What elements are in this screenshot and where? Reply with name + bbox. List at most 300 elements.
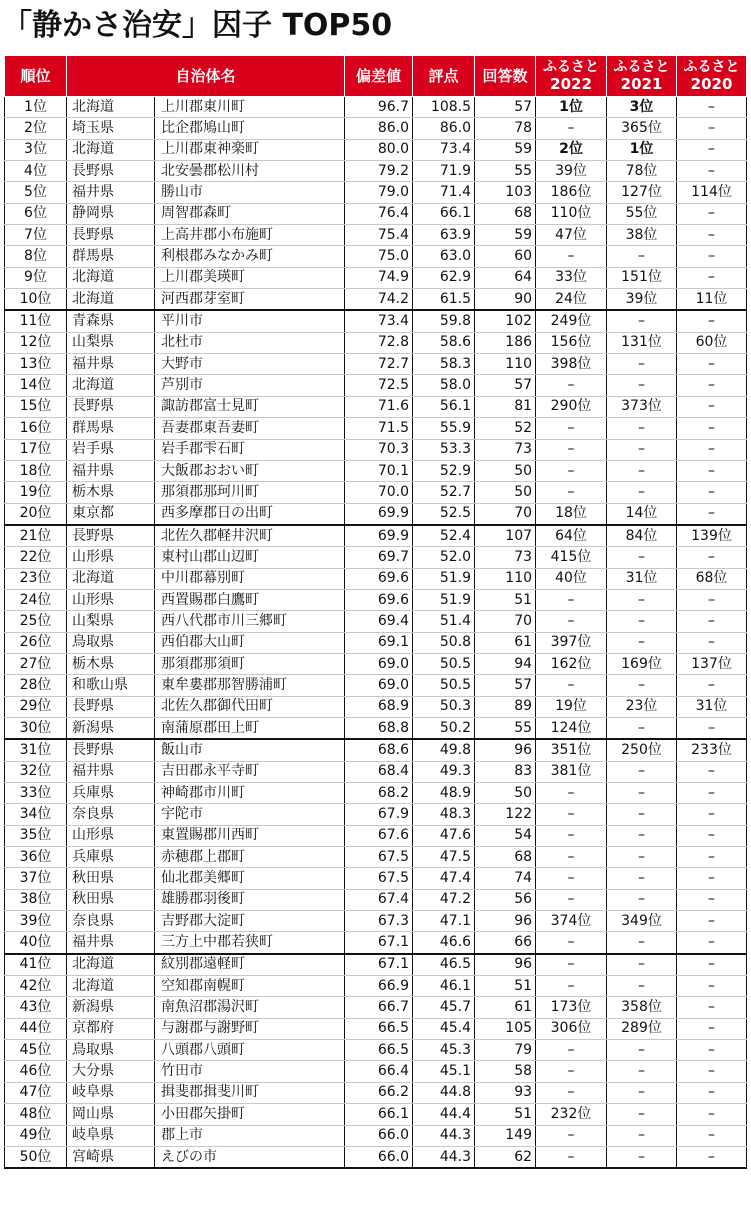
header-2020-label: ふるさと — [683, 59, 740, 75]
row-deviation: 86.0 — [345, 118, 413, 139]
row-responses: 60 — [475, 246, 536, 267]
row-deviation: 67.4 — [345, 889, 413, 910]
row-deviation: 67.9 — [345, 804, 413, 825]
header-rank: 順位 — [5, 56, 67, 97]
table-row — [5, 976, 747, 997]
row-rank: 26位 — [5, 632, 67, 653]
row-rank-2020: – — [677, 354, 747, 375]
row-rank: 9位 — [5, 267, 67, 288]
row-rank: 41位 — [5, 954, 67, 976]
row-rank: 50位 — [5, 1146, 67, 1168]
row-prefecture: 福井県 — [67, 354, 155, 375]
row-rank: 5位 — [5, 182, 67, 203]
row-city: 上高井郡小布施町 — [155, 225, 345, 246]
row-prefecture: 福井県 — [67, 182, 155, 203]
row-responses: 55 — [475, 161, 536, 182]
row-rank: 47位 — [5, 1082, 67, 1103]
row-city: 南魚沼郡湯沢町 — [155, 997, 345, 1018]
table-row — [5, 439, 747, 460]
row-rank-2020: 139位 — [677, 525, 747, 547]
row-rank-2022: – — [536, 825, 607, 846]
row-city: 八頭郡八頭町 — [155, 1040, 345, 1061]
row-rank-2020: – — [677, 267, 747, 288]
row-responses: 70 — [475, 611, 536, 632]
row-score: 47.5 — [413, 847, 475, 868]
row-rank: 16位 — [5, 418, 67, 439]
row-rank-2021: 289位 — [607, 1018, 677, 1039]
row-score: 86.0 — [413, 118, 475, 139]
row-rank-2022: 47位 — [536, 225, 607, 246]
row-rank-2021: – — [607, 1061, 677, 1082]
row-rank-2021: – — [607, 611, 677, 632]
row-prefecture: 新潟県 — [67, 717, 155, 739]
row-rank: 21位 — [5, 525, 67, 547]
row-responses: 61 — [475, 632, 536, 653]
row-city: 東置賜郡川西町 — [155, 825, 345, 846]
row-score: 53.3 — [413, 439, 475, 460]
row-city: 仙北郡美郷町 — [155, 868, 345, 889]
row-rank-2020: – — [677, 911, 747, 932]
row-rank-2021: 349位 — [607, 911, 677, 932]
row-rank-2022: 33位 — [536, 267, 607, 288]
row-score: 56.1 — [413, 396, 475, 417]
row-deviation: 66.1 — [345, 1104, 413, 1125]
row-deviation: 69.4 — [345, 611, 413, 632]
row-rank: 10位 — [5, 289, 67, 311]
row-rank-2020: – — [677, 375, 747, 396]
row-score: 51.9 — [413, 589, 475, 610]
row-responses: 50 — [475, 783, 536, 804]
row-city: 諏訪郡富士見町 — [155, 396, 345, 417]
row-deviation: 68.6 — [345, 739, 413, 761]
row-score: 51.4 — [413, 611, 475, 632]
ranking-table — [4, 55, 747, 1169]
row-rank-2021: 358位 — [607, 997, 677, 1018]
row-rank-2020: – — [677, 118, 747, 139]
row-rank-2022: 2位 — [536, 139, 607, 160]
row-score: 46.6 — [413, 932, 475, 954]
row-score: 50.5 — [413, 653, 475, 674]
row-rank-2020: – — [677, 632, 747, 653]
row-rank-2022: 40位 — [536, 568, 607, 589]
row-responses: 57 — [475, 97, 536, 118]
row-responses: 68 — [475, 203, 536, 224]
row-score: 48.3 — [413, 804, 475, 825]
row-deviation: 75.0 — [345, 246, 413, 267]
row-prefecture: 山形県 — [67, 547, 155, 568]
row-rank: 19位 — [5, 482, 67, 503]
row-rank-2022: 64位 — [536, 525, 607, 547]
row-rank-2021: 55位 — [607, 203, 677, 224]
row-rank-2020: – — [677, 418, 747, 439]
row-rank-2020: – — [677, 761, 747, 782]
row-rank: 28位 — [5, 675, 67, 696]
row-rank: 8位 — [5, 246, 67, 267]
row-score: 49.8 — [413, 739, 475, 761]
row-rank-2022: 162位 — [536, 653, 607, 674]
row-rank-2020: – — [677, 1061, 747, 1082]
row-rank-2020: – — [677, 976, 747, 997]
row-rank-2021: – — [607, 717, 677, 739]
row-rank: 37位 — [5, 868, 67, 889]
row-city: 西多摩郡日の出町 — [155, 503, 345, 525]
row-prefecture: 山梨県 — [67, 332, 155, 353]
row-prefecture: 北海道 — [67, 289, 155, 311]
row-rank-2021: – — [607, 1040, 677, 1061]
table-row — [5, 675, 747, 696]
row-responses: 103 — [475, 182, 536, 203]
row-responses: 74 — [475, 868, 536, 889]
row-rank-2021: – — [607, 804, 677, 825]
row-responses: 66 — [475, 932, 536, 954]
row-rank-2021: – — [607, 976, 677, 997]
row-score: 44.8 — [413, 1082, 475, 1103]
row-rank: 25位 — [5, 611, 67, 632]
row-city: 小田郡矢掛町 — [155, 1104, 345, 1125]
row-responses: 50 — [475, 482, 536, 503]
row-rank-2020: – — [677, 889, 747, 910]
row-rank: 43位 — [5, 997, 67, 1018]
row-score: 52.0 — [413, 547, 475, 568]
row-prefecture: 長野県 — [67, 696, 155, 717]
row-rank-2021: – — [607, 589, 677, 610]
row-rank-2021: – — [607, 954, 677, 976]
table-row — [5, 525, 747, 547]
row-city: 比企郡鳩山町 — [155, 118, 345, 139]
row-deviation: 79.2 — [345, 161, 413, 182]
table-row — [5, 139, 747, 160]
row-responses: 50 — [475, 460, 536, 481]
row-prefecture: 福井県 — [67, 932, 155, 954]
row-rank: 23位 — [5, 568, 67, 589]
table-row — [5, 97, 747, 118]
row-deviation: 69.7 — [345, 547, 413, 568]
row-rank-2021: 84位 — [607, 525, 677, 547]
row-deviation: 67.3 — [345, 911, 413, 932]
row-city: 東村山郡山辺町 — [155, 547, 345, 568]
row-score: 71.4 — [413, 182, 475, 203]
row-responses: 57 — [475, 375, 536, 396]
row-rank-2021: – — [607, 783, 677, 804]
row-city: 中川郡幕別町 — [155, 568, 345, 589]
row-city: 西伯郡大山町 — [155, 632, 345, 653]
row-city: 竹田市 — [155, 1061, 345, 1082]
row-rank-2020: – — [677, 503, 747, 525]
row-responses: 78 — [475, 118, 536, 139]
row-deviation: 69.9 — [345, 525, 413, 547]
row-prefecture: 奈良県 — [67, 804, 155, 825]
row-deviation: 66.9 — [345, 976, 413, 997]
header-responses: 回答数 — [475, 56, 536, 97]
row-score: 50.8 — [413, 632, 475, 653]
table-row — [5, 954, 747, 976]
row-city: 東牟婁郡那智勝浦町 — [155, 675, 345, 696]
row-score: 58.0 — [413, 375, 475, 396]
row-rank-2022: – — [536, 783, 607, 804]
row-score: 52.7 — [413, 482, 475, 503]
row-deviation: 74.2 — [345, 289, 413, 311]
row-rank: 12位 — [5, 332, 67, 353]
table-row — [5, 332, 747, 353]
row-rank-2022: 232位 — [536, 1104, 607, 1125]
row-responses: 186 — [475, 332, 536, 353]
row-rank-2022: 18位 — [536, 503, 607, 525]
row-score: 52.9 — [413, 460, 475, 481]
row-rank-2022: – — [536, 375, 607, 396]
row-prefecture: 岐阜県 — [67, 1125, 155, 1146]
row-rank-2021: – — [607, 482, 677, 503]
row-rank: 15位 — [5, 396, 67, 417]
row-rank-2020: – — [677, 139, 747, 160]
header-2022-label: ふるさと — [543, 59, 600, 75]
row-rank-2020: – — [677, 675, 747, 696]
row-score: 44.3 — [413, 1125, 475, 1146]
row-prefecture: 長野県 — [67, 161, 155, 182]
row-city: 北佐久郡御代田町 — [155, 696, 345, 717]
row-rank: 39位 — [5, 911, 67, 932]
row-prefecture: 山形県 — [67, 589, 155, 610]
row-responses: 102 — [475, 310, 536, 332]
row-rank-2022: – — [536, 589, 607, 610]
row-score: 108.5 — [413, 97, 475, 118]
row-rank: 4位 — [5, 161, 67, 182]
row-city: 芦別市 — [155, 375, 345, 396]
row-rank-2020: 31位 — [677, 696, 747, 717]
header-city: 自治体名 — [67, 56, 345, 97]
table-row — [5, 375, 747, 396]
row-responses: 89 — [475, 696, 536, 717]
row-responses: 70 — [475, 503, 536, 525]
row-rank-2022: – — [536, 932, 607, 954]
row-deviation: 66.0 — [345, 1125, 413, 1146]
row-rank-2022: 374位 — [536, 911, 607, 932]
row-prefecture: 北海道 — [67, 954, 155, 976]
row-score: 47.6 — [413, 825, 475, 846]
row-rank-2021: – — [607, 418, 677, 439]
row-city: 南蒲原郡田上町 — [155, 717, 345, 739]
row-responses: 51 — [475, 1104, 536, 1125]
row-rank: 30位 — [5, 717, 67, 739]
row-rank-2020: – — [677, 225, 747, 246]
row-deviation: 76.4 — [345, 203, 413, 224]
row-deviation: 68.2 — [345, 783, 413, 804]
row-responses: 51 — [475, 589, 536, 610]
row-rank-2022: – — [536, 889, 607, 910]
header-score: 評点 — [413, 56, 475, 97]
row-prefecture: 秋田県 — [67, 868, 155, 889]
row-responses: 90 — [475, 289, 536, 311]
row-rank-2020: – — [677, 932, 747, 954]
row-rank-2020: – — [677, 310, 747, 332]
table-row — [5, 932, 747, 954]
row-rank: 6位 — [5, 203, 67, 224]
row-rank-2022: – — [536, 482, 607, 503]
table-row — [5, 589, 747, 610]
row-rank-2020: – — [677, 439, 747, 460]
row-score: 66.1 — [413, 203, 475, 224]
row-deviation: 75.4 — [345, 225, 413, 246]
row-rank: 27位 — [5, 653, 67, 674]
row-rank-2021: 78位 — [607, 161, 677, 182]
row-rank-2022: 1位 — [536, 97, 607, 118]
table-row — [5, 354, 747, 375]
row-rank: 18位 — [5, 460, 67, 481]
table-row — [5, 310, 747, 332]
row-rank-2022: 397位 — [536, 632, 607, 653]
row-rank-2020: – — [677, 804, 747, 825]
row-city: 那須郡那須町 — [155, 653, 345, 674]
table-row — [5, 889, 747, 910]
row-score: 50.3 — [413, 696, 475, 717]
row-score: 58.6 — [413, 332, 475, 353]
row-rank: 40位 — [5, 932, 67, 954]
row-city: 西置賜郡白鷹町 — [155, 589, 345, 610]
row-responses: 105 — [475, 1018, 536, 1039]
row-responses: 83 — [475, 761, 536, 782]
row-deviation: 69.9 — [345, 503, 413, 525]
row-rank: 17位 — [5, 439, 67, 460]
row-rank-2022: – — [536, 976, 607, 997]
row-rank: 22位 — [5, 547, 67, 568]
header-2021-label: ふるさと — [613, 59, 670, 75]
row-responses: 107 — [475, 525, 536, 547]
row-prefecture: 東京都 — [67, 503, 155, 525]
row-prefecture: 北海道 — [67, 568, 155, 589]
row-rank-2022: 249位 — [536, 310, 607, 332]
row-prefecture: 岐阜県 — [67, 1082, 155, 1103]
row-city: 吾妻郡東吾妻町 — [155, 418, 345, 439]
table-row — [5, 503, 747, 525]
table-row — [5, 225, 747, 246]
row-deviation: 66.2 — [345, 1082, 413, 1103]
row-rank-2022: 290位 — [536, 396, 607, 417]
row-prefecture: 兵庫県 — [67, 783, 155, 804]
row-rank-2022: – — [536, 246, 607, 267]
table-row — [5, 289, 747, 311]
row-responses: 68 — [475, 847, 536, 868]
row-score: 52.5 — [413, 503, 475, 525]
row-responses: 96 — [475, 911, 536, 932]
table-row — [5, 825, 747, 846]
row-rank-2021: 1位 — [607, 139, 677, 160]
table-row — [5, 118, 747, 139]
row-deviation: 69.0 — [345, 675, 413, 696]
row-rank-2020: – — [677, 97, 747, 118]
row-deviation: 71.6 — [345, 396, 413, 417]
table-row — [5, 847, 747, 868]
row-rank-2020: – — [677, 203, 747, 224]
row-rank: 33位 — [5, 783, 67, 804]
row-rank-2021: – — [607, 632, 677, 653]
table-row — [5, 182, 747, 203]
row-rank-2021: – — [607, 932, 677, 954]
row-rank-2021: – — [607, 1104, 677, 1125]
row-city: 与謝郡与謝野町 — [155, 1018, 345, 1039]
row-rank-2021: 365位 — [607, 118, 677, 139]
row-deviation: 73.4 — [345, 310, 413, 332]
row-rank-2022: – — [536, 118, 607, 139]
row-responses: 110 — [475, 568, 536, 589]
row-rank-2022: – — [536, 439, 607, 460]
row-prefecture: 北海道 — [67, 139, 155, 160]
row-responses: 58 — [475, 1061, 536, 1082]
row-deviation: 72.5 — [345, 375, 413, 396]
row-rank-2022: 415位 — [536, 547, 607, 568]
row-deviation: 66.5 — [345, 1018, 413, 1039]
row-rank-2020: – — [677, 868, 747, 889]
row-city: 飯山市 — [155, 739, 345, 761]
row-deviation: 66.7 — [345, 997, 413, 1018]
row-city: 北佐久郡軽井沢町 — [155, 525, 345, 547]
row-city: 西八代郡市川三郷町 — [155, 611, 345, 632]
table-row — [5, 653, 747, 674]
row-responses: 62 — [475, 1146, 536, 1168]
row-city: 吉田郡永平寺町 — [155, 761, 345, 782]
row-score: 61.5 — [413, 289, 475, 311]
row-score: 49.3 — [413, 761, 475, 782]
row-rank-2022: 173位 — [536, 997, 607, 1018]
row-score: 73.4 — [413, 139, 475, 160]
row-city: 北杜市 — [155, 332, 345, 353]
row-prefecture: 長野県 — [67, 525, 155, 547]
table-row — [5, 611, 747, 632]
row-rank: 14位 — [5, 375, 67, 396]
table-row — [5, 1082, 747, 1103]
row-score: 50.5 — [413, 675, 475, 696]
row-rank: 49位 — [5, 1125, 67, 1146]
row-rank: 29位 — [5, 696, 67, 717]
row-prefecture: 京都府 — [67, 1018, 155, 1039]
row-rank-2022: – — [536, 418, 607, 439]
row-score: 58.3 — [413, 354, 475, 375]
row-rank-2021: – — [607, 1146, 677, 1168]
row-deviation: 67.6 — [345, 825, 413, 846]
row-score: 45.4 — [413, 1018, 475, 1039]
row-deviation: 70.0 — [345, 482, 413, 503]
row-prefecture: 栃木県 — [67, 653, 155, 674]
row-prefecture: 群馬県 — [67, 418, 155, 439]
row-deviation: 66.0 — [345, 1146, 413, 1168]
row-prefecture: 岩手県 — [67, 439, 155, 460]
row-rank: 7位 — [5, 225, 67, 246]
row-responses: 122 — [475, 804, 536, 825]
row-rank-2021: – — [607, 375, 677, 396]
row-rank: 3位 — [5, 139, 67, 160]
row-rank-2020: – — [677, 460, 747, 481]
row-city: 北安曇郡松川村 — [155, 161, 345, 182]
row-rank-2022: 156位 — [536, 332, 607, 353]
row-rank-2020: 60位 — [677, 332, 747, 353]
table-row — [5, 1061, 747, 1082]
row-rank-2020: – — [677, 161, 747, 182]
row-responses: 59 — [475, 139, 536, 160]
row-score: 63.0 — [413, 246, 475, 267]
row-deviation: 66.5 — [345, 1040, 413, 1061]
row-prefecture: 大分県 — [67, 1061, 155, 1082]
row-rank-2021: 127位 — [607, 182, 677, 203]
row-score: 50.2 — [413, 717, 475, 739]
row-score: 45.3 — [413, 1040, 475, 1061]
row-deviation: 72.7 — [345, 354, 413, 375]
table-row — [5, 911, 747, 932]
row-rank-2021: – — [607, 439, 677, 460]
row-city: 利根郡みなかみ町 — [155, 246, 345, 267]
row-deviation: 96.7 — [345, 97, 413, 118]
row-deviation: 68.4 — [345, 761, 413, 782]
row-rank-2022: 381位 — [536, 761, 607, 782]
row-city: 河西郡芽室町 — [155, 289, 345, 311]
row-city: 赤穂郡上郡町 — [155, 847, 345, 868]
